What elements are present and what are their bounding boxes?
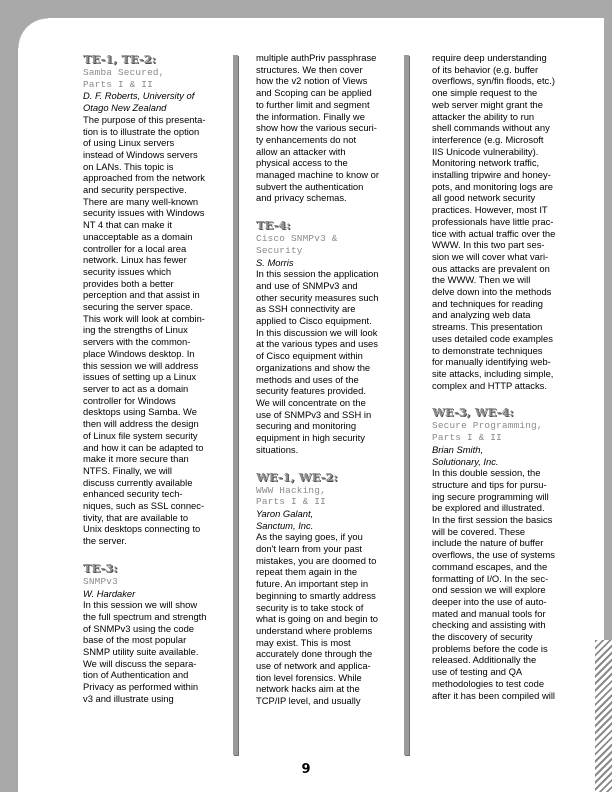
session-title-line: Security xyxy=(256,244,303,256)
text-line: accurately done through the xyxy=(256,648,373,660)
text-line: NTFS. Finally, we will xyxy=(83,464,172,476)
text-line: In the first session the basics xyxy=(432,514,553,526)
text-line: checking and assisting with xyxy=(432,619,546,631)
session-title-line: Parts I & II xyxy=(256,496,326,508)
text-line: of Linux file system security xyxy=(83,429,198,441)
text-line: network. Linux has fewer xyxy=(83,254,187,266)
text-line: allow an attacker with xyxy=(256,145,346,157)
session-description xyxy=(256,531,394,707)
session-description xyxy=(256,52,394,204)
text-line: released. Additionally the xyxy=(432,654,537,666)
text-line: v3 and illustrate using xyxy=(83,692,174,704)
session-code: TE-1, TE-2: xyxy=(83,52,156,66)
text-line: on LANs. This topic is xyxy=(83,160,174,172)
text-line: require deep understanding xyxy=(432,52,547,63)
text-line: sion we will cover what vari- xyxy=(432,250,549,262)
text-line: one simple request to the xyxy=(432,87,538,99)
text-line: Privacy as performed within xyxy=(83,681,199,693)
text-line: beginning to smartly address xyxy=(256,589,376,601)
text-line: multiple authPriv passphrase xyxy=(256,52,377,63)
speaker-line: Otago New Zealand xyxy=(83,102,167,114)
text-line: ing the strengths of Linux xyxy=(83,324,188,336)
text-line: place Windows desktop. In xyxy=(83,347,195,359)
session-speaker xyxy=(432,444,572,467)
text-line: subvert the authentication xyxy=(256,180,364,192)
session-title xyxy=(83,67,231,90)
text-line: physical access to the xyxy=(256,157,348,169)
column-3 xyxy=(432,52,572,713)
text-line: methods and uses of the xyxy=(256,373,359,385)
text-line: structure and tips for pursu- xyxy=(432,478,547,490)
text-line: of its behavior (e.g. buffer xyxy=(432,63,539,75)
text-line: enhanced security tech- xyxy=(83,488,183,500)
text-line: organizations and show the xyxy=(256,361,371,373)
text-line: at the various types and uses xyxy=(256,338,378,350)
text-line: ond session we will explore xyxy=(432,584,546,596)
text-line: approached from the network xyxy=(83,172,205,184)
text-line: interference (e.g. Microsoft xyxy=(432,133,544,145)
session-speaker xyxy=(256,508,394,531)
text-line: and Scoping can be applied xyxy=(256,87,372,99)
text-line: how the v2 notion of Views xyxy=(256,75,368,87)
text-line: to demonstrate techniques xyxy=(432,344,543,356)
text-line: make it more secure than xyxy=(83,453,189,465)
text-line: managed machine to know or xyxy=(256,169,379,181)
text-line: formatting of I/O. In the sec- xyxy=(432,572,549,584)
text-line: the WWW. Then we will xyxy=(432,274,531,286)
text-line: repeat them again in the xyxy=(256,566,358,578)
text-line: issues of setting up a Linux xyxy=(83,371,197,383)
text-line: tion is to illustrate the option xyxy=(83,125,200,137)
text-line: In this double session, the xyxy=(432,467,541,479)
text-line: the full spectrum and strength xyxy=(83,610,207,622)
text-line: the discovery of security xyxy=(432,631,533,643)
text-line: Unix desktops connecting to xyxy=(83,523,201,535)
session-te-3 xyxy=(83,561,231,705)
text-line: will be covered. These xyxy=(432,525,526,537)
text-line: don't learn from your past xyxy=(256,543,363,555)
text-line: pots, and monitoring logs are xyxy=(432,180,553,192)
text-line: the information. Finally we xyxy=(256,110,365,122)
text-line: controller for a local area xyxy=(83,242,187,254)
session-description xyxy=(432,52,572,391)
text-line: may exist. This is most xyxy=(256,636,351,648)
page-number: 9 xyxy=(301,762,311,777)
speaker-line: Solutionary, Inc. xyxy=(432,455,499,467)
text-line: controller for Windows xyxy=(83,394,176,406)
text-line: tion level forensics. While xyxy=(256,671,362,683)
session-title xyxy=(432,420,572,443)
session-description xyxy=(83,114,231,547)
text-line: tice with actual traffic over the xyxy=(432,227,556,239)
session-title-line: Samba Secured, xyxy=(83,67,165,78)
text-line: practices. However, most IT xyxy=(432,204,548,216)
session-speaker xyxy=(83,90,231,113)
text-line: situations. xyxy=(256,443,299,455)
session-title-line: Secure Programming, xyxy=(432,420,543,432)
text-line: use of testing and QA xyxy=(432,666,523,678)
text-line: mistakes, you are doomed to xyxy=(256,554,377,566)
text-line: In this session we will show xyxy=(83,599,198,611)
text-line: We will discuss the separa- xyxy=(83,657,197,669)
text-line: IIS Unicode vulnerability). xyxy=(432,145,539,157)
text-line: after it has been compiled will xyxy=(432,689,555,701)
speaker-line: D. F. Roberts, University of xyxy=(83,90,195,102)
text-line: securing and monitoring xyxy=(256,420,357,432)
session-description xyxy=(256,268,394,455)
session-title-line: Parts I & II xyxy=(432,432,502,444)
hatched-stripe xyxy=(595,640,612,792)
session-speaker xyxy=(256,257,394,269)
text-line: complex and HTTP attacks. xyxy=(432,379,547,391)
text-line: server to act as a domain xyxy=(83,382,189,394)
text-line: SNMP utility suite available. xyxy=(83,646,199,658)
text-line: We will concentrate on the xyxy=(256,396,366,408)
session-te-3-continued xyxy=(256,52,394,204)
speaker-line: S. Morris xyxy=(256,256,294,268)
text-line: network hacks aim at the xyxy=(256,683,360,695)
text-line: There are many well-known xyxy=(83,195,199,207)
text-line: overflows, syn/fin floods, etc.) xyxy=(432,75,555,87)
text-line: structures. We then cover xyxy=(256,63,363,75)
text-line: of SNMPv3 using the code xyxy=(83,622,194,634)
text-line: streams. This presentation xyxy=(432,321,543,333)
text-line: instead of Windows servers xyxy=(83,148,198,160)
text-line: security features provided. xyxy=(256,385,366,397)
column-1 xyxy=(83,52,231,717)
speaker-line: Brian Smith, xyxy=(432,443,484,455)
text-line: niques, such as SSL connec- xyxy=(83,500,205,512)
session-title-line: Parts I & II xyxy=(83,78,153,90)
text-line: other security measures such xyxy=(256,291,379,303)
speaker-line: Yaron Galant, xyxy=(256,507,314,519)
text-line: ing secure programming will xyxy=(432,490,549,502)
text-line: show how the various securi- xyxy=(256,122,377,134)
text-line: as SSH connectivity are xyxy=(256,303,356,315)
text-line: what is going on and begin to xyxy=(256,613,378,625)
session-description xyxy=(83,599,231,704)
text-line: attacker the ability to run xyxy=(432,110,535,122)
left-border xyxy=(0,0,18,792)
text-line: command escapes, and the xyxy=(432,560,548,572)
text-line: In this discussion we will look xyxy=(256,326,378,338)
session-code: TE-4: xyxy=(256,218,291,233)
session-title-line: WWW Hacking, xyxy=(256,484,326,496)
session-we-1-2 xyxy=(256,470,394,707)
text-line: ous attacks are prevalent on xyxy=(432,262,550,274)
text-line: unacceptable as a domain xyxy=(83,230,193,242)
text-line: for manually identifying web- xyxy=(432,356,551,368)
column-rule-left xyxy=(233,55,238,755)
frame-corner xyxy=(18,18,48,48)
text-line: securing the server space. xyxy=(83,301,193,313)
session-title xyxy=(256,485,394,508)
text-line: As the saying goes, if you xyxy=(256,531,363,543)
text-line: then will address the design xyxy=(83,418,199,430)
text-line: and privacy schemas. xyxy=(256,192,347,204)
text-line: security issues which xyxy=(83,265,172,277)
text-line: and use of SNMPv3 and xyxy=(256,279,358,291)
speaker-line: Sanctum, Inc. xyxy=(256,519,314,531)
text-line: desktops using Samba. We xyxy=(83,406,197,418)
text-line: In this session the application xyxy=(256,268,379,280)
session-title xyxy=(83,576,231,588)
text-line: applied to Cisco equipment. xyxy=(256,315,372,327)
text-line: installing tripwire and honey- xyxy=(432,169,551,181)
text-line: provides both a better xyxy=(83,277,174,289)
text-line: mated and manual tools for xyxy=(432,607,546,619)
text-line: understand where problems xyxy=(256,624,373,636)
text-line: WWW. In this two part ses- xyxy=(432,239,545,251)
session-te-4 xyxy=(256,218,394,455)
text-line: tion of Authentication and xyxy=(83,669,189,681)
text-line: ty enhancements do not xyxy=(256,133,357,145)
text-line: This work will look at combin- xyxy=(83,312,205,324)
speaker-line: W. Hardaker xyxy=(83,587,136,599)
text-line: problems before the code is xyxy=(432,642,548,654)
session-code: WE-3, WE-4: xyxy=(432,405,514,420)
text-line: base of the most popular xyxy=(83,634,187,646)
column-2 xyxy=(256,52,394,719)
text-line: equipment in high security xyxy=(256,432,365,444)
text-line: future. An important step in xyxy=(256,578,369,590)
text-line: include the nature of buffer xyxy=(432,537,544,549)
text-line: be explored and illustrated. xyxy=(432,502,545,514)
text-line: security is to take stock of xyxy=(256,601,364,613)
text-line: tivity, that are available to xyxy=(83,511,189,523)
text-line: the server. xyxy=(83,535,127,547)
text-line: of using Linux servers xyxy=(83,137,175,149)
text-line: and techniques for reading xyxy=(432,297,544,309)
session-description xyxy=(432,467,572,701)
session-we-3-4 xyxy=(432,405,572,701)
session-title xyxy=(256,233,394,256)
text-line: perception and that assist in xyxy=(83,289,200,301)
text-line: shell commands without any xyxy=(432,122,550,134)
text-line: TCP/IP level, and usually xyxy=(256,695,361,707)
session-code: TE-3: xyxy=(83,560,118,575)
text-line: this session we will address xyxy=(83,359,199,371)
text-line: and security perspective. xyxy=(83,184,187,196)
session-te-1-2 xyxy=(83,52,231,547)
text-line: use of network and applica- xyxy=(256,660,371,672)
text-line: and how it can be adapted to xyxy=(83,441,204,453)
session-speaker xyxy=(83,588,231,600)
text-line: NT 4 that can make it xyxy=(83,219,172,231)
session-code: WE-1, WE-2: xyxy=(256,469,338,484)
text-line: uses detailed code examples xyxy=(432,332,553,344)
text-line: professionals have little prac- xyxy=(432,215,554,227)
text-line: web server might grant the xyxy=(432,98,543,110)
text-line: all good network security xyxy=(432,192,536,204)
text-line: of Cisco equipment within xyxy=(256,350,363,362)
column-rule-right xyxy=(404,55,409,755)
text-line: delve down into the methods xyxy=(432,286,552,298)
text-line: servers with the common- xyxy=(83,336,191,348)
text-line: to further limit and segment xyxy=(256,98,370,110)
text-line: discuss currently available xyxy=(83,476,193,488)
text-line: methodologies to test code xyxy=(432,677,545,689)
text-line: The purpose of this presenta- xyxy=(83,113,206,125)
text-line: deeper into the use of auto- xyxy=(432,595,547,607)
text-line: and analyzing web data xyxy=(432,309,531,321)
session-we-1-2-continued xyxy=(432,52,572,391)
text-line: use of SNMPv3 and SSH in xyxy=(256,408,372,420)
text-line: site attacks, including simple, xyxy=(432,367,554,379)
text-line: security issues with Windows xyxy=(83,207,205,219)
text-line: overflows, the use of systems xyxy=(432,549,555,561)
session-title-line: SNMPv3 xyxy=(83,575,118,587)
text-line: Monitoring network traffic, xyxy=(432,157,540,169)
top-border xyxy=(0,0,612,18)
session-title-line: Cisco SNMPv3 & xyxy=(256,233,338,245)
